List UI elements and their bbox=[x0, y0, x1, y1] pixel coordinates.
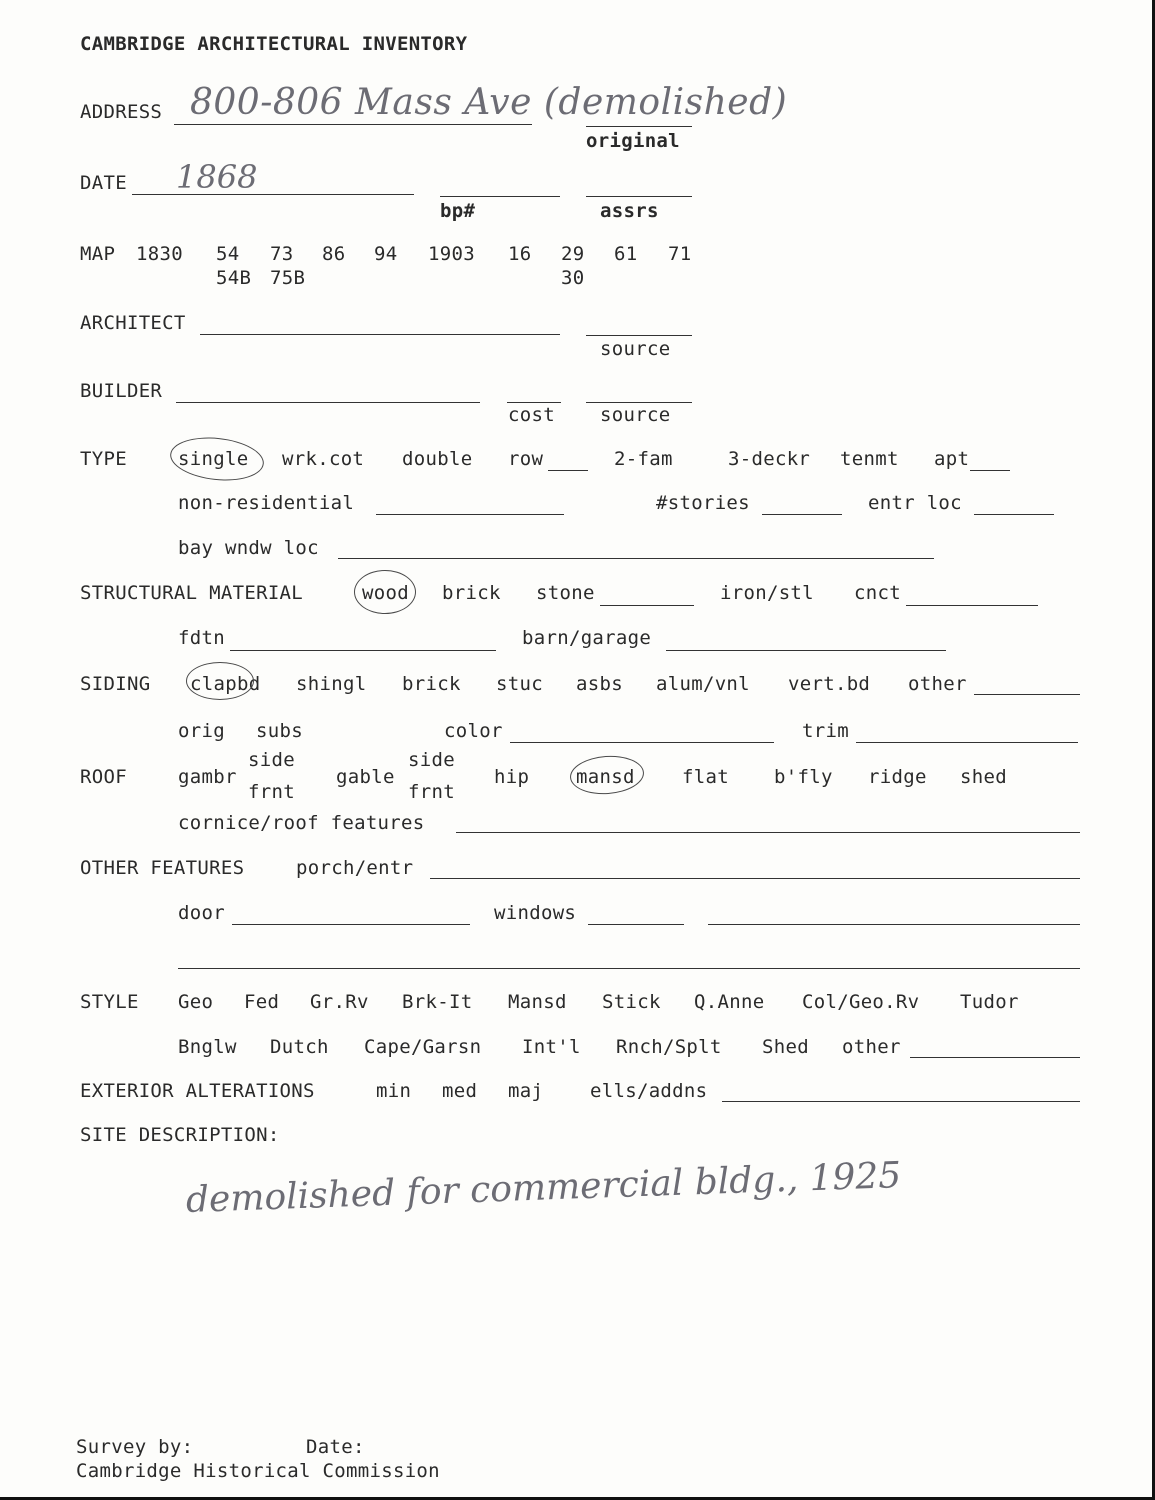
roof-option-gambr[interactable]: gambr bbox=[178, 766, 237, 788]
type-label: TYPE bbox=[80, 448, 127, 470]
alterations-label: EXTERIOR ALTERATIONS bbox=[80, 1080, 315, 1102]
roof-option-gable[interactable]: gable bbox=[336, 766, 395, 788]
entr-loc-line[interactable] bbox=[974, 514, 1054, 515]
alteration-option-min[interactable]: min bbox=[376, 1080, 412, 1102]
barn-garage-label: barn/garage bbox=[522, 627, 652, 649]
structural-option-wood[interactable]: wood bbox=[362, 582, 409, 604]
barn-garage-line[interactable] bbox=[666, 650, 946, 651]
fdtn-line[interactable] bbox=[230, 650, 496, 651]
cornice-label: cornice/roof features bbox=[178, 812, 425, 834]
trim-label: trim bbox=[802, 720, 849, 742]
gable-frnt-label: frnt bbox=[408, 781, 455, 803]
type-option-tenmt[interactable]: tenmt bbox=[840, 448, 899, 470]
apt-line[interactable] bbox=[970, 470, 1010, 471]
row-line[interactable] bbox=[548, 470, 588, 471]
type-option-single[interactable]: single bbox=[178, 448, 249, 470]
porch-entr-line[interactable] bbox=[430, 878, 1080, 879]
style-option[interactable]: Brk-It bbox=[402, 991, 473, 1013]
map-year: 1903 bbox=[428, 243, 475, 265]
gambr-side-label: side bbox=[248, 749, 295, 771]
architect-line[interactable] bbox=[200, 334, 560, 335]
style-option[interactable]: Mansd bbox=[508, 991, 567, 1013]
windows-line[interactable] bbox=[588, 924, 684, 925]
structural-option-iron-stl[interactable]: iron/stl bbox=[720, 582, 814, 604]
selection-circle bbox=[569, 753, 645, 796]
trim-line[interactable] bbox=[856, 742, 1078, 743]
roof-option-flat[interactable]: flat bbox=[682, 766, 729, 788]
style-option[interactable]: Tudor bbox=[960, 991, 1019, 1013]
style-option[interactable]: Bnglw bbox=[178, 1036, 237, 1058]
cornice-line[interactable] bbox=[456, 832, 1080, 833]
ells-addns-line[interactable] bbox=[722, 1101, 1080, 1102]
porch-entr-label: porch/entr bbox=[296, 857, 414, 879]
site-description-handwritten[interactable]: demolished for commercial bldg., 1925 bbox=[185, 1155, 902, 1221]
architect-source-label: source bbox=[600, 338, 671, 360]
nonres-line[interactable] bbox=[376, 514, 564, 515]
map-year: 94 bbox=[374, 243, 398, 265]
selection-circle bbox=[354, 570, 416, 614]
architect-source-line[interactable] bbox=[586, 335, 692, 336]
cost-line[interactable] bbox=[507, 402, 561, 403]
survey-by-label: Survey by: bbox=[76, 1436, 194, 1458]
map-year: 73 bbox=[270, 243, 294, 265]
bp-line bbox=[440, 196, 560, 197]
subs-label: subs bbox=[256, 720, 303, 742]
style-other-line[interactable] bbox=[910, 1057, 1080, 1058]
type-option-2-fam[interactable]: 2-fam bbox=[614, 448, 673, 470]
builder-source-label: source bbox=[600, 404, 671, 426]
alteration-option-med[interactable]: med bbox=[442, 1080, 478, 1102]
map-year: 61 bbox=[614, 243, 638, 265]
alteration-option-maj[interactable]: maj bbox=[508, 1080, 544, 1102]
style-option[interactable]: Cape/Garsn bbox=[364, 1036, 482, 1058]
selection-circle bbox=[186, 662, 254, 700]
date-line bbox=[132, 194, 414, 195]
builder-label: BUILDER bbox=[80, 380, 163, 402]
structural-option-cnct[interactable]: cnct bbox=[854, 582, 901, 604]
builder-line[interactable] bbox=[176, 402, 480, 403]
fdtn-label: fdtn bbox=[178, 627, 225, 649]
color-label: color bbox=[444, 720, 503, 742]
entr-loc-label: entr loc bbox=[868, 492, 962, 514]
stone-line[interactable] bbox=[600, 605, 694, 606]
siding-option-other[interactable]: other bbox=[908, 673, 967, 695]
siding-option-brick[interactable]: brick bbox=[402, 673, 461, 695]
style-option[interactable]: Geo bbox=[178, 991, 214, 1013]
windows-extra-line[interactable] bbox=[708, 924, 1080, 925]
style-option[interactable]: Fed bbox=[244, 991, 280, 1013]
siding-option-alum-vnl[interactable]: alum/vnl bbox=[656, 673, 750, 695]
map-year: 86 bbox=[322, 243, 346, 265]
date-label: DATE bbox=[80, 172, 127, 194]
cnct-line[interactable] bbox=[906, 605, 1038, 606]
builder-source-line[interactable] bbox=[586, 402, 692, 403]
type-option-apt[interactable]: apt bbox=[934, 448, 970, 470]
type-option-double[interactable]: double bbox=[402, 448, 473, 470]
other-features-label: OTHER FEATURES bbox=[80, 857, 245, 879]
siding-option-vert-bd[interactable]: vert.bd bbox=[788, 673, 871, 695]
style-option[interactable]: Q.Anne bbox=[694, 991, 765, 1013]
map-year: 75B bbox=[270, 267, 306, 289]
commission-name: Cambridge Historical Commission bbox=[76, 1460, 440, 1482]
other-features-extra-line[interactable] bbox=[178, 968, 1080, 969]
structural-label: STRUCTURAL MATERIAL bbox=[80, 582, 304, 604]
ells-addns-label: ells/addns bbox=[590, 1080, 708, 1102]
roof-option-ridge[interactable]: ridge bbox=[868, 766, 927, 788]
site-description-label: SITE DESCRIPTION: bbox=[80, 1124, 280, 1146]
style-option[interactable]: Shed bbox=[762, 1036, 809, 1058]
stories-line[interactable] bbox=[762, 514, 842, 515]
selection-circle bbox=[168, 433, 266, 485]
roof-label: ROOF bbox=[80, 766, 127, 788]
type-option-wrk-cot[interactable]: wrk.cot bbox=[282, 448, 365, 470]
nonres-label: non-residential bbox=[178, 492, 355, 514]
style-option[interactable]: Col/Geo.Rv bbox=[802, 991, 920, 1013]
orig-label: orig bbox=[178, 720, 225, 742]
assrs-line bbox=[586, 196, 692, 197]
style-label: STYLE bbox=[80, 991, 139, 1013]
roof-option-hip[interactable]: hip bbox=[494, 766, 530, 788]
gable-side-label: side bbox=[408, 749, 455, 771]
architect-label: ARCHITECT bbox=[80, 312, 186, 334]
siding-option-asbs[interactable]: asbs bbox=[576, 673, 623, 695]
bay-window-label: bay wndw loc bbox=[178, 537, 319, 559]
type-option-3-deckr[interactable]: 3-deckr bbox=[728, 448, 811, 470]
map-year: 29 bbox=[561, 243, 585, 265]
address-label: ADDRESS bbox=[80, 101, 163, 123]
gambr-frnt-label: frnt bbox=[248, 781, 295, 803]
form-title: CAMBRIDGE ARCHITECTURAL INVENTORY bbox=[80, 33, 468, 55]
date-handwritten[interactable]: 1868 bbox=[176, 158, 258, 196]
structural-option-stone[interactable]: stone bbox=[536, 582, 595, 604]
address-handwritten[interactable]: 800-806 Mass Ave (demolished) bbox=[190, 82, 788, 123]
color-line[interactable] bbox=[510, 742, 774, 743]
style-option[interactable]: other bbox=[842, 1036, 901, 1058]
address-line bbox=[174, 124, 532, 125]
map-year: 1830 bbox=[136, 243, 183, 265]
original-line bbox=[586, 126, 692, 127]
roof-option-mansd[interactable]: mansd bbox=[576, 766, 635, 788]
map-label: MAP bbox=[80, 243, 116, 265]
roof-option-shed[interactable]: shed bbox=[960, 766, 1007, 788]
roof-option-bfly[interactable]: b'fly bbox=[774, 766, 833, 788]
structural-option-brick[interactable]: brick bbox=[442, 582, 501, 604]
map-year: 71 bbox=[668, 243, 692, 265]
cost-label: cost bbox=[508, 404, 555, 426]
door-label: door bbox=[178, 902, 225, 924]
style-option[interactable]: Dutch bbox=[270, 1036, 329, 1058]
stories-label: #stories bbox=[656, 492, 750, 514]
style-option[interactable]: Stick bbox=[602, 991, 661, 1013]
door-line[interactable] bbox=[232, 924, 470, 925]
siding-option-clapbd[interactable]: clapbd bbox=[190, 673, 261, 695]
siding-option-stuc[interactable]: stuc bbox=[496, 673, 543, 695]
windows-label: windows bbox=[494, 902, 577, 924]
original-label: original bbox=[586, 130, 680, 152]
map-year: 54B bbox=[216, 267, 252, 289]
style-option[interactable]: Gr.Rv bbox=[310, 991, 369, 1013]
bay-window-line[interactable] bbox=[338, 558, 934, 559]
siding-label: SIDING bbox=[80, 673, 151, 695]
bp-label: bp# bbox=[440, 200, 476, 222]
map-year: 54 bbox=[216, 243, 240, 265]
map-year: 16 bbox=[508, 243, 532, 265]
style-option[interactable]: Rnch/Splt bbox=[616, 1036, 722, 1058]
style-option[interactable]: Int'l bbox=[522, 1036, 581, 1058]
siding-other-line[interactable] bbox=[974, 694, 1080, 695]
type-option-row[interactable]: row bbox=[508, 448, 544, 470]
map-year: 30 bbox=[561, 267, 585, 289]
siding-option-shingl[interactable]: shingl bbox=[296, 673, 367, 695]
survey-date-label: Date: bbox=[306, 1436, 365, 1458]
assrs-label: assrs bbox=[600, 200, 659, 222]
